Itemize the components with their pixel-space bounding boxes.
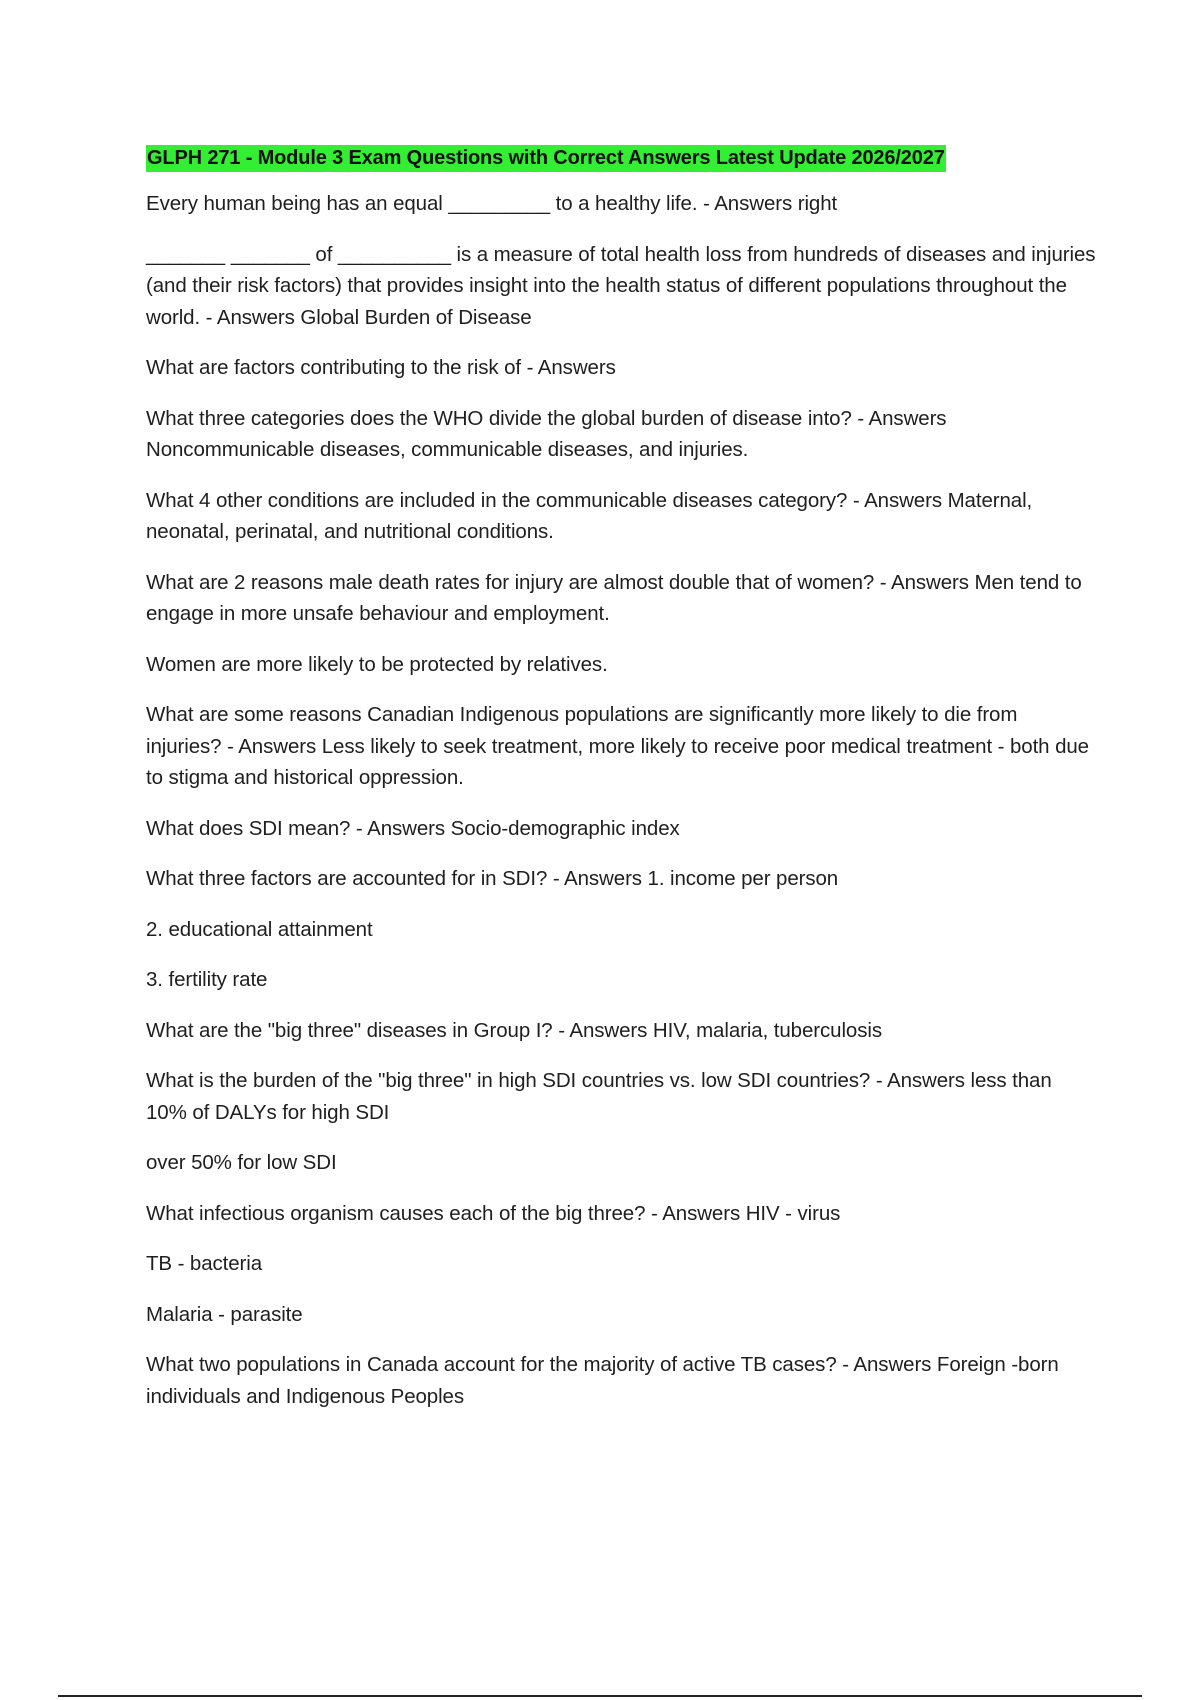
qa-paragraph-16: What infectious organism causes each of the big three? - Answers HIV - virus	[146, 1201, 841, 1225]
qa-paragraph-12: 3. fertility rate	[146, 968, 268, 991]
qa-paragraph-11: 2. educational attainment	[146, 917, 373, 941]
qa-paragraph-1: Every human being has an equal _________ to a healthy life. - Answers right	[146, 192, 838, 215]
qa-paragraph-10: What three factors are accounted for in SDI? - Answers 1. income per person	[146, 867, 839, 890]
qa-paragraph-14: What is the burden of the "big three" in high SDI countries vs. low SDI countries? - Answers less than 10% of DALYs for high SDI	[146, 1069, 1052, 1124]
qa-paragraph-3: What are factors contributing to the risk of - Answers	[146, 356, 616, 379]
qa-paragraph-5: What 4 other conditions are included in the communicable diseases category? - Answers Maternal, neonatal, perinatal, and nutritional conditions.	[146, 488, 1033, 543]
qa-paragraph-4: What three categories does the WHO divide the global burden of disease into? - Answers Noncommunicable diseases, communicable diseases, and injuries.	[146, 406, 947, 461]
qa-paragraph-8: What are some reasons Canadian Indigenous populations are significantly more likely to die from injuries? - Answers Less likely to seek treatment, more likely to receive poor medical treatment - both due to stigma and historical oppression.	[146, 703, 1089, 789]
qa-paragraph-18: Malaria - parasite	[146, 1302, 303, 1326]
qa-paragraph-9: What does SDI mean? - Answers Socio-demographic index	[146, 816, 680, 840]
qa-paragraph-13: What are the "big three" diseases in Group I? - Answers HIV, malaria, tuberculosis	[146, 1018, 882, 1042]
document-title-wrapper	[146, 145, 1096, 188]
page-bottom-rule	[58, 1695, 1142, 1697]
document-content	[146, 145, 1096, 1431]
qa-paragraph-2: _______ _______ of __________ is a measure of total health loss from hundreds of diseases and injuries (and their risk factors) that provides insight into the health status of different populations throughout the world. - Answers Global Burden of Disease	[146, 242, 1096, 329]
qa-paragraph-15: over 50% for low SDI	[146, 1151, 337, 1174]
qa-paragraph-19: What two populations in Canada account for the majority of active TB cases? - Answers Foreign -born individuals and Indigenous Peoples	[146, 1353, 1059, 1408]
document-title: GLPH 271 - Module 3 Exam Questions with Correct Answers Latest Update 2026/2027	[146, 145, 946, 172]
qa-paragraph-6: What are 2 reasons male death rates for injury are almost double that of women? - Answers Men tend to engage in more unsafe behaviour and employment.	[146, 570, 1082, 625]
qa-paragraph-17: TB - bacteria	[146, 1252, 263, 1275]
qa-paragraph-7: Women are more likely to be protected by relatives.	[146, 652, 608, 676]
